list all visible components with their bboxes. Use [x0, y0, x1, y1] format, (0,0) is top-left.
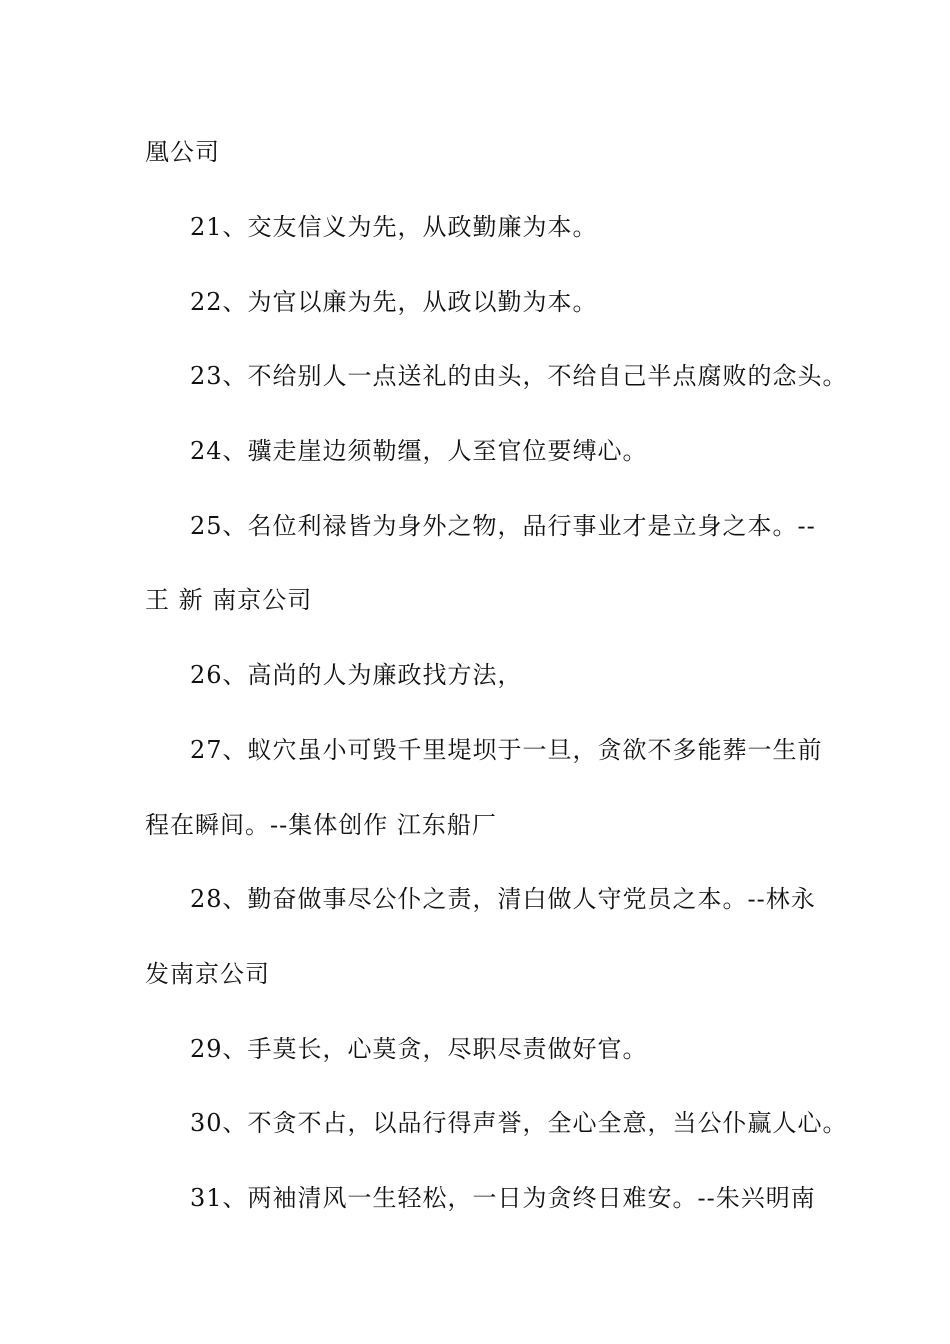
- slogan-28: 28、勤奋做事尽公仆之责，清白做人守党员之本。--林永: [190, 885, 816, 913]
- slogan-25: 25、名位利禄皆为身外之物，品行事业才是立身之本。--: [190, 512, 816, 540]
- slogan-29: 29、手莫长，心莫贪，尽职尽责做好官。: [190, 1035, 648, 1063]
- slogan-24: 24、骥走崖边须勒缰，人至官位要缚心。: [190, 437, 648, 465]
- slogan-27: 27、蚁穴虽小可毁千里堤坝于一旦，贪欲不多能葬一生前: [190, 736, 823, 764]
- slogan-22: 22、为官以廉为先，从政以勤为本。: [190, 288, 598, 316]
- slogan-30: 30、不贪不占，以品行得声誉，全心全意，当公仆赢人心。: [190, 1109, 848, 1137]
- slogan-28-attribution: 发南京公司: [145, 960, 270, 988]
- slogan-21: 21、交友信义为先，从政勤廉为本。: [190, 213, 598, 241]
- slogan-23: 23、不给别人一点送礼的由头，不给自己半点腐败的念头。: [190, 362, 848, 390]
- slogan-31: 31、两袖清风一生轻松，一日为贪终日难安。--朱兴明南: [190, 1184, 816, 1212]
- slogan-27-continuation: 程在瞬间。--集体创作 江东船厂: [145, 811, 497, 839]
- slogan-25-attribution: 王 新 南京公司: [145, 586, 313, 614]
- text-line-continuation: 凰公司: [145, 138, 220, 166]
- slogan-26: 26、高尚的人为廉政找方法，: [190, 661, 523, 689]
